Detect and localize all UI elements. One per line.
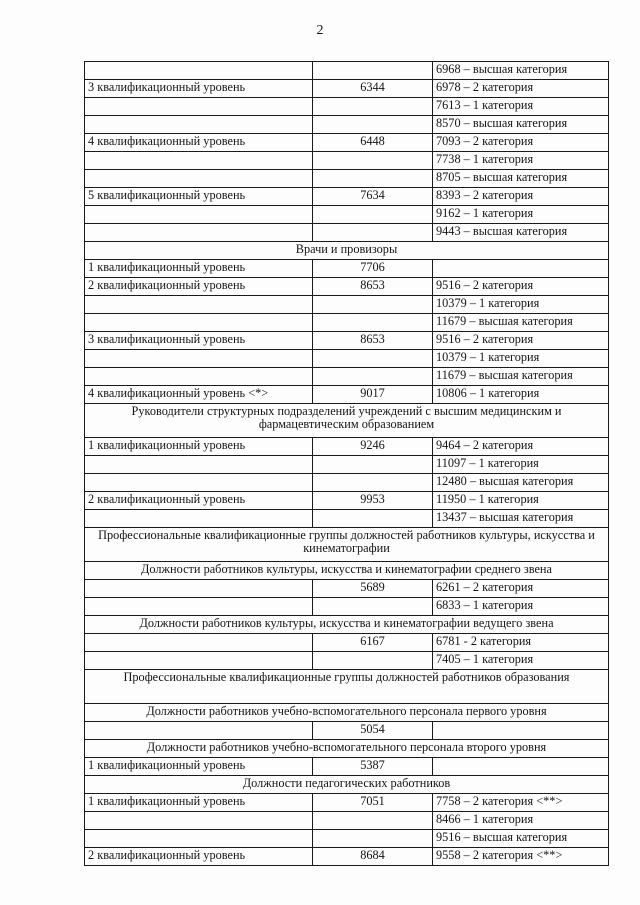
salary-cell: 9246 bbox=[313, 438, 433, 456]
level-cell: 5 квалификационный уровень bbox=[85, 188, 313, 206]
salary-cell: 8653 bbox=[313, 278, 433, 296]
salary-cell: 7634 bbox=[313, 188, 433, 206]
section-heading: Профессиональные квалификационные группы должностей работников культуры, искусства и кинематографии bbox=[85, 528, 609, 562]
table-row bbox=[85, 368, 609, 386]
salary-cell bbox=[313, 812, 433, 830]
table-row bbox=[85, 80, 609, 98]
level-cell bbox=[85, 170, 313, 188]
level-cell bbox=[85, 722, 313, 740]
category-cell: 11679 – высшая категория bbox=[433, 368, 609, 386]
table-row bbox=[85, 474, 609, 492]
category-cell: 7613 – 1 категория bbox=[433, 98, 609, 116]
salary-cell bbox=[313, 152, 433, 170]
level-cell: 2 квалификационный уровень bbox=[85, 848, 313, 866]
table-row bbox=[85, 510, 609, 528]
category-cell bbox=[433, 722, 609, 740]
salary-cell bbox=[313, 296, 433, 314]
salary-cell bbox=[313, 314, 433, 332]
level-cell: 4 квалификационный уровень bbox=[85, 134, 313, 152]
section-heading: Врачи и провизоры bbox=[85, 242, 609, 260]
category-cell bbox=[433, 758, 609, 776]
section-row bbox=[85, 776, 609, 794]
level-cell: 1 квалификационный уровень bbox=[85, 794, 313, 812]
level-cell: 1 квалификационный уровень bbox=[85, 438, 313, 456]
category-cell: 8705 – высшая категория bbox=[433, 170, 609, 188]
level-cell: 1 квалификационный уровень bbox=[85, 758, 313, 776]
table-row bbox=[85, 260, 609, 278]
salary-cell bbox=[313, 368, 433, 386]
salary-cell bbox=[313, 474, 433, 492]
section-row bbox=[85, 704, 609, 722]
section-row bbox=[85, 242, 609, 260]
category-cell: 8466 – 1 категория bbox=[433, 812, 609, 830]
table-row bbox=[85, 62, 609, 80]
salary-cell bbox=[313, 224, 433, 242]
category-cell: 9162 – 1 категория bbox=[433, 206, 609, 224]
category-cell: 7758 – 2 категория <**> bbox=[433, 794, 609, 812]
level-cell bbox=[85, 206, 313, 224]
salary-cell: 6344 bbox=[313, 80, 433, 98]
salary-cell bbox=[313, 170, 433, 188]
category-cell: 10379 – 1 категория bbox=[433, 350, 609, 368]
table-row bbox=[85, 830, 609, 848]
table-row bbox=[85, 456, 609, 474]
table-row bbox=[85, 296, 609, 314]
section-heading: Должности работников учебно-вспомогательного персонала первого уровня bbox=[85, 704, 609, 722]
table-row bbox=[85, 170, 609, 188]
table-row bbox=[85, 206, 609, 224]
level-cell bbox=[85, 350, 313, 368]
table-row bbox=[85, 438, 609, 456]
salary-cell: 6448 bbox=[313, 134, 433, 152]
category-cell: 10806 – 1 категория bbox=[433, 386, 609, 404]
salary-cell: 7706 bbox=[313, 260, 433, 278]
category-cell: 11679 – высшая категория bbox=[433, 314, 609, 332]
category-cell: 11950 – 1 категория bbox=[433, 492, 609, 510]
table-row bbox=[85, 98, 609, 116]
category-cell: 9464 – 2 категория bbox=[433, 438, 609, 456]
level-cell: 2 квалификационный уровень bbox=[85, 278, 313, 296]
category-cell: 7093 – 2 категория bbox=[433, 134, 609, 152]
table-row bbox=[85, 278, 609, 296]
table-row bbox=[85, 598, 609, 616]
category-cell: 6968 – высшая категория bbox=[433, 62, 609, 80]
salary-cell bbox=[313, 350, 433, 368]
category-cell: 9443 – высшая категория bbox=[433, 224, 609, 242]
section-heading: Руководители структурных подразделений учреждений с высшим медицинским и фармацевтическим образованием bbox=[85, 404, 609, 438]
page-number: 2 bbox=[316, 23, 324, 38]
salary-cell: 5689 bbox=[313, 580, 433, 598]
salary-cell bbox=[313, 510, 433, 528]
category-cell: 9516 – высшая категория bbox=[433, 830, 609, 848]
section-heading: Профессиональные квалификационные группы должностей работников образования bbox=[85, 670, 609, 704]
section-row bbox=[85, 616, 609, 634]
table-row bbox=[85, 580, 609, 598]
category-cell: 6978 – 2 категория bbox=[433, 80, 609, 98]
section-row bbox=[85, 528, 609, 562]
category-cell: 9516 – 2 категория bbox=[433, 278, 609, 296]
category-cell: 6833 – 1 категория bbox=[433, 598, 609, 616]
table-row bbox=[85, 332, 609, 350]
level-cell bbox=[85, 474, 313, 492]
section-row bbox=[85, 670, 609, 704]
salary-cell bbox=[313, 456, 433, 474]
level-cell bbox=[85, 830, 313, 848]
table-row bbox=[85, 634, 609, 652]
salary-cell bbox=[313, 830, 433, 848]
category-cell: 13437 – высшая категория bbox=[433, 510, 609, 528]
table-row bbox=[85, 492, 609, 510]
level-cell bbox=[85, 368, 313, 386]
level-cell bbox=[85, 456, 313, 474]
level-cell bbox=[85, 598, 313, 616]
category-cell: 7405 – 1 категория bbox=[433, 652, 609, 670]
level-cell: 3 квалификационный уровень bbox=[85, 332, 313, 350]
level-cell bbox=[85, 652, 313, 670]
section-heading: Должности работников культуры, искусства и кинематографии среднего звена bbox=[85, 562, 609, 580]
table-row bbox=[85, 794, 609, 812]
category-cell: 8393 – 2 категория bbox=[433, 188, 609, 206]
salary-table bbox=[84, 61, 609, 866]
table-row bbox=[85, 722, 609, 740]
salary-cell: 9017 bbox=[313, 386, 433, 404]
salary-cell: 6167 bbox=[313, 634, 433, 652]
category-cell: 10379 – 1 категория bbox=[433, 296, 609, 314]
table-row bbox=[85, 848, 609, 866]
category-cell: 9558 – 2 категория <**> bbox=[433, 848, 609, 866]
category-cell: 6781 - 2 категория bbox=[433, 634, 609, 652]
table-row bbox=[85, 152, 609, 170]
salary-cell bbox=[313, 62, 433, 80]
level-cell bbox=[85, 580, 313, 598]
salary-cell bbox=[313, 598, 433, 616]
category-cell: 12480 – высшая категория bbox=[433, 474, 609, 492]
salary-cell: 5387 bbox=[313, 758, 433, 776]
section-heading: Должности педагогических работников bbox=[85, 776, 609, 794]
category-cell: 11097 – 1 категория bbox=[433, 456, 609, 474]
level-cell bbox=[85, 152, 313, 170]
category-cell: 6261 – 2 категория bbox=[433, 580, 609, 598]
table-row bbox=[85, 758, 609, 776]
salary-cell bbox=[313, 206, 433, 224]
level-cell bbox=[85, 62, 313, 80]
table-row bbox=[85, 652, 609, 670]
level-cell: 2 квалификационный уровень bbox=[85, 492, 313, 510]
category-cell bbox=[433, 260, 609, 278]
level-cell: 1 квалификационный уровень bbox=[85, 260, 313, 278]
salary-cell: 8684 bbox=[313, 848, 433, 866]
level-cell: 3 квалификационный уровень bbox=[85, 80, 313, 98]
table-row bbox=[85, 134, 609, 152]
section-heading: Должности работников культуры, искусства и кинематографии ведущего звена bbox=[85, 616, 609, 634]
section-heading: Должности работников учебно-вспомогательного персонала второго уровня bbox=[85, 740, 609, 758]
category-cell: 7738 – 1 категория bbox=[433, 152, 609, 170]
level-cell bbox=[85, 634, 313, 652]
level-cell bbox=[85, 98, 313, 116]
level-cell bbox=[85, 510, 313, 528]
level-cell bbox=[85, 116, 313, 134]
salary-cell: 7051 bbox=[313, 794, 433, 812]
salary-cell: 5054 bbox=[313, 722, 433, 740]
table-row bbox=[85, 224, 609, 242]
table-row bbox=[85, 350, 609, 368]
section-row bbox=[85, 740, 609, 758]
level-cell: 4 квалификационный уровень <*> bbox=[85, 386, 313, 404]
level-cell bbox=[85, 296, 313, 314]
salary-cell: 8653 bbox=[313, 332, 433, 350]
category-cell: 9516 – 2 категория bbox=[433, 332, 609, 350]
table-row bbox=[85, 386, 609, 404]
level-cell bbox=[85, 812, 313, 830]
section-row bbox=[85, 404, 609, 438]
level-cell bbox=[85, 314, 313, 332]
salary-cell bbox=[313, 652, 433, 670]
section-row bbox=[85, 562, 609, 580]
table-row bbox=[85, 812, 609, 830]
category-cell: 8570 – высшая категория bbox=[433, 116, 609, 134]
table-row bbox=[85, 116, 609, 134]
salary-cell bbox=[313, 98, 433, 116]
table-row bbox=[85, 314, 609, 332]
level-cell bbox=[85, 224, 313, 242]
salary-cell bbox=[313, 116, 433, 134]
table-row bbox=[85, 188, 609, 206]
salary-cell: 9953 bbox=[313, 492, 433, 510]
